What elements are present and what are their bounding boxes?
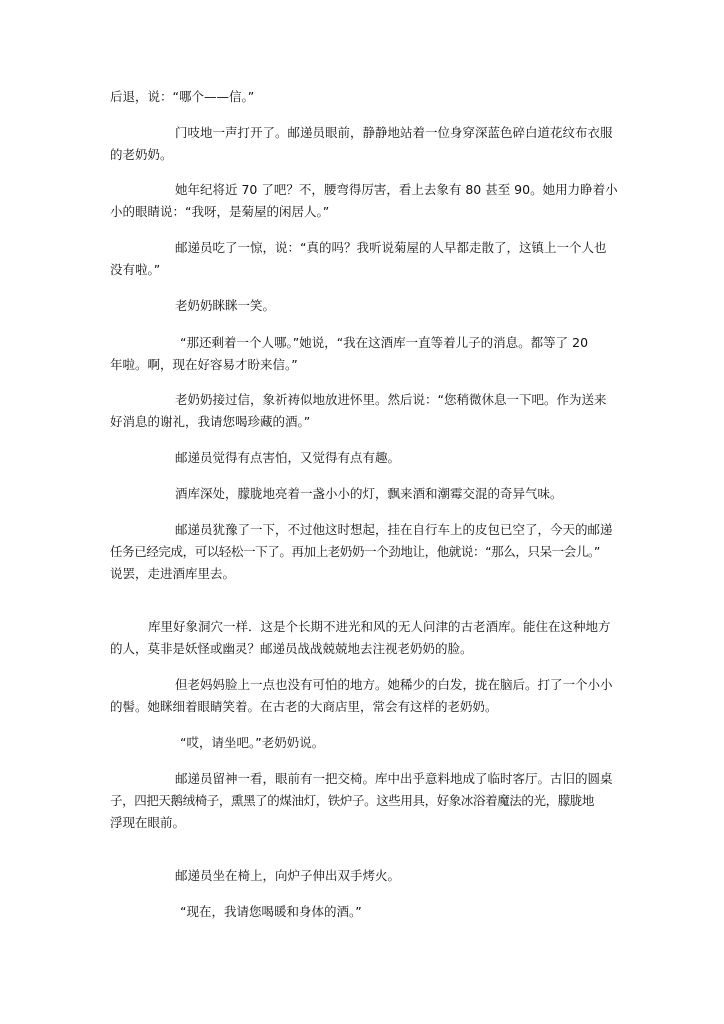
text-line: 老奶奶接过信，象祈祷似地放进怀里。然后说：“您稍微休息一下吧。作为送来 — [175, 392, 607, 407]
text-line: 她年纪将近 70 了吧？不，腰弯得厉害，看上去象有 80 甚至 90。她用力睁着小 — [175, 182, 618, 197]
text-line: 说罢，走进酒库里去。 — [110, 566, 236, 581]
text-line: 但老妈妈脸上一点也没有可怕的地方。她稀少的白发，拢在脑后。打了一个小小 — [175, 677, 613, 692]
text-line: 好消息的谢礼，我请您喝珍藏的酒。” — [110, 414, 311, 429]
text-line: 门吱地一声打开了。邮递员眼前，静静地站着一位身穿深蓝色碎白道花纹布衣服 — [175, 125, 613, 140]
text-line: 库里好象洞穴一样．这是个长期不进光和风的无人问津的古老酒库。能住在这种地方 — [148, 619, 611, 634]
text-line: 没有啦。” — [110, 262, 161, 277]
text-line: “现在，我请您喝暖和身体的酒。” — [180, 904, 362, 919]
text-line: 的髻。她眯细着眼睛笑着。在古老的大商店里，常会有这样的老奶奶。 — [110, 699, 498, 714]
text-line: “那还剩着一个人哪。”她说，“我在这酒库一直等着儿子的消息。都等了 20 — [180, 335, 589, 350]
text-line: 邮递员吃了一惊，说：“真的吗？我听说菊屋的人早都走散了，这镇上一个人也 — [175, 240, 607, 255]
text-line: 酒库深处，朦胧地亮着一盏小小的灯，飘来酒和潮霉交混的奇异气味。 — [175, 486, 563, 501]
text-line: 的人，莫非是妖怪或幽灵？邮递员战战兢兢地去注视老奶奶的脸。 — [110, 641, 473, 656]
text-line: 老奶奶眯眯一笑。 — [175, 298, 276, 313]
text-line: 年啦。啊，现在好容易才盼来信。” — [110, 357, 298, 372]
text-line: 邮递员犹豫了一下，不过他这时想起，挂在自行车上的皮包已空了，今天的邮递 — [175, 522, 613, 537]
text-line: 子，四把天鹅绒椅子，熏黑了的煤油灯，铁炉子。这些用具，好象冰浴着魔法的光，朦胧地 — [110, 793, 595, 808]
text-line: 浮现在眼前。 — [110, 815, 186, 830]
text-line: 邮递员留神一看，眼前有一把交椅。库中出乎意料地成了临时客厅。古旧的圆桌 — [175, 771, 613, 786]
text-line: 邮递员坐在椅上，向炉子伸出双手烤火。 — [175, 868, 401, 883]
text-line: 小的眼睛说：“我呀，是菊屋的闲居人。” — [110, 204, 330, 219]
text-line: 邮递员觉得有点害怕，又觉得有点有趣。 — [175, 450, 401, 465]
text-line: 任务已经完成，可以轻松一下了。再加上老奶奶一个劲地让，他就说：“那么，只呆一会儿。” — [110, 544, 600, 559]
text-line: 的老奶奶。 — [110, 147, 173, 162]
text-line: “哎，请坐吧。”老奶奶说。 — [180, 735, 325, 750]
text-line: 后退，说：“哪个——信。” — [110, 89, 255, 104]
